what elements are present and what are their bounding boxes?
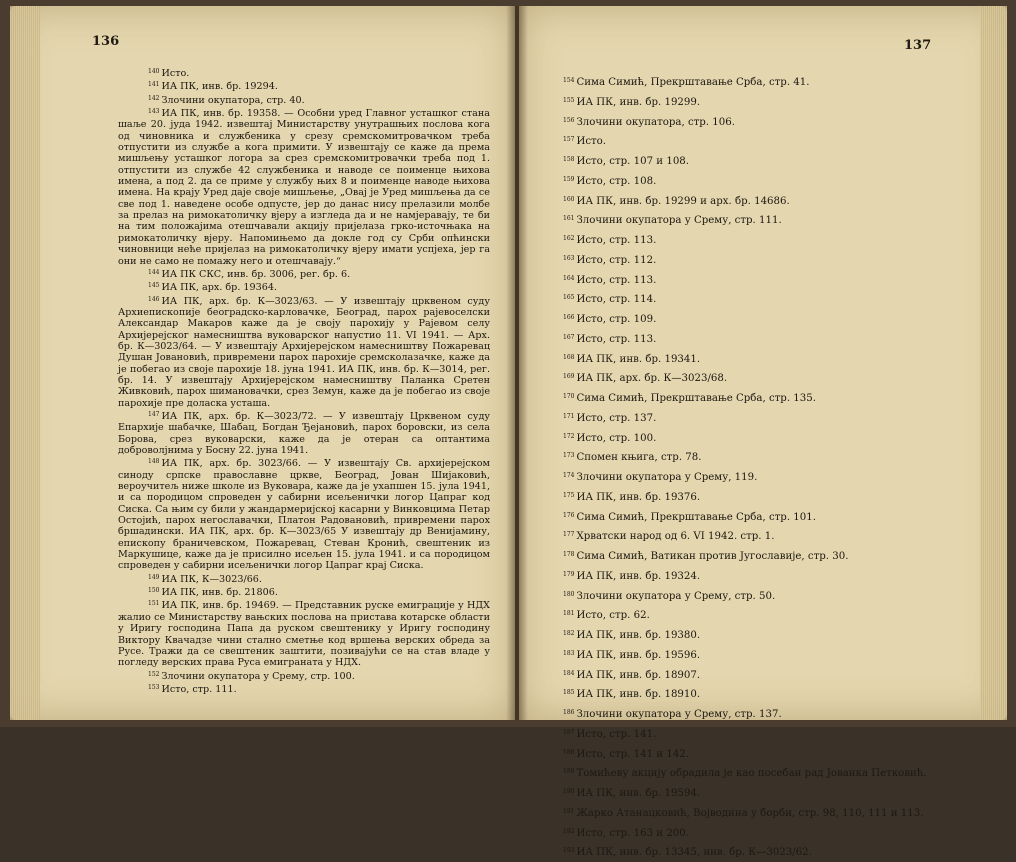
footnote-number: 155 [563,96,575,104]
footnote [563,112,993,132]
footnote [563,368,993,388]
footnote-number: 187 [563,728,575,736]
footnote-text: Исто, стр. 163 и 200. [576,827,690,839]
footnote-number: 153 [148,683,160,691]
footnote-number: 171 [563,412,575,420]
footnote-number: 151 [148,600,160,608]
footnote [118,280,490,293]
footnote [563,349,993,369]
footnote [118,93,490,106]
footnote [563,625,993,645]
footnote-text: Злочини окупатора у Срему, стр. 50. [576,590,776,602]
footnote [563,684,993,704]
right-page-edges [980,6,1007,720]
footnote-number: 193 [563,847,575,855]
footnote-number: 179 [563,570,575,578]
footnote-text: Исто, стр. 113. [576,274,657,286]
footnote-text: ИА ПК, арх. бр. К—3023/63. — У извештају црквеном суду Архиепископије београдско-карловачке, Београд, парох рајевоселски Александар Макаров каже да је своју парохију у Рајевом селу Архијерејског намесништва вуковарског напустио 11. VI 1941. — Арх. бр. К—3023/64. — У извештају Архијерејском намесништву Пожаревац Душан Јовановић, привремени парох парохије сремсколазачке, каже да је побегао из своје парохије 18. јуна 1941. ИА ПК, инв. бр. К—3014, рег. бр. 14. У извештају Архијерејском намесништву Паланка Сретен Живковић, парох шимановачки, срез Земун, каже да је побегао из своје парохије пре доласка усташа. [118,295,490,409]
footnote-text: Злочини окупатора у Срему, стр. 111. [576,215,782,227]
footnote-text: Исто, стр. 109. [576,314,657,325]
footnote [563,823,993,843]
footnote-text: ИА ПК, арх. бр. К—3023/72. — У извештају Црквеном суду Епархије шабачке, Шабац, Богдан Ђејановић, парох боровски, из села Борова, срез вуковарски, каже да је отеран са оптантима доброволјнима у Босну 22. јуна 1941. [118,410,490,456]
footnote-text: ИА ПК, инв. бр. 18910. [576,689,701,701]
footnote [563,704,993,724]
footnote [563,526,993,546]
footnote [118,79,490,92]
footnote [118,409,490,456]
right-page [519,6,1007,859]
footnote [118,106,490,267]
footnote-text: ИА ПК, К—3023/66. [161,573,262,585]
footnote-number: 160 [563,195,575,203]
footnote-text: ИА ПК, инв. бр. 19294. [161,81,278,93]
footnote-number: 175 [563,491,575,499]
footnote-number: 140 [148,68,160,75]
footnote-number: 186 [563,709,575,716]
footnote [563,210,993,230]
footnote-number: 167 [563,333,575,341]
footnote [118,572,490,585]
footnote-number: 181 [563,610,575,618]
footnote-text: Злочини окупатора, стр. 106. [576,116,735,128]
footnote [118,66,490,79]
footnote [118,267,490,280]
footnote [563,645,993,665]
footnote-number: 172 [563,432,575,440]
footnote [563,309,993,329]
footnote-text: ИА ПК, инв. бр. 19596. [576,649,701,661]
footnote-number: 150 [148,587,160,595]
footnote-number: 165 [563,294,575,302]
footnote-text: ИА ПК, инв. бр. 19299. [576,96,701,108]
footnote-number: 154 [563,77,575,84]
footnote [563,329,993,349]
footnote-text: Исто, стр. 137. [576,412,657,424]
footnote [563,842,993,862]
footnote [563,744,993,764]
footnote [563,467,993,487]
footnote [563,388,993,408]
footnote-text: ИА ПК, инв. бр. 18907. [576,669,701,681]
footnote [563,763,993,783]
footnote-number: 177 [563,531,575,539]
footnote-text: Хрватски народ од 6. VI 1942. стр. 1. [576,531,775,543]
footnote-text: ИА ПК, арх. бр. К—3023/68. [576,373,728,385]
footnote [563,289,993,309]
footnote-text: Исто, стр. 141. [576,728,657,740]
footnote [563,487,993,507]
footnote-number: 161 [563,215,575,223]
footnote [563,171,993,191]
footnote [563,92,993,112]
footnote-number: 169 [563,373,575,381]
footnote-number: 149 [148,573,160,581]
footnote [563,250,993,270]
footnote [563,428,993,448]
footnote-number: 178 [563,551,575,558]
footnote-number: 141 [148,81,160,89]
footnote-number: 180 [563,590,575,598]
footnote [563,566,993,586]
book-gutter [506,6,528,720]
footnote [563,447,993,467]
footnote-text: Исто, стр. 100. [576,432,657,444]
footnote-number: 156 [563,116,575,124]
footnote-number: 170 [563,393,575,400]
footnote-text: Исто, стр. 113. [576,235,657,246]
footnote-text: Спомен књига, стр. 78. [576,452,702,464]
left-footnotes [118,66,490,695]
footnote-number: 173 [563,452,575,460]
footnote-number: 189 [563,768,575,776]
footnote-number: 174 [563,472,575,479]
left-page-number: 136 [92,34,120,49]
footnote-number: 146 [148,295,160,303]
footnote-text: Исто, стр. 107 и 108. [576,156,690,167]
footnote-number: 142 [148,94,160,102]
footnote [563,507,993,527]
footnote-text: ИА ПК, инв. бр. 19380. [576,630,701,641]
footnote-text: ИА ПК, инв. бр. 19341. [576,353,701,365]
footnote-text: Исто, стр. 62. [576,610,650,622]
footnote-number: 163 [563,254,575,262]
footnote [563,408,993,428]
footnote-text: Сима Симић, Прекрштавање Срба, стр. 101. [576,511,816,523]
footnote-text: Жарко Атанацковић, Војводина у борби, стр. 98, 110, 111 и 113. [576,807,924,819]
footnote-text: ИА ПК, арх. бр. 3023/66. — У извештају Св. архијерејском синоду српске православне цркве, Београд, Јован Шијаковић, вероучитељ ниже школе из Вуковара, каже да је ухапшен 15. јула 1941, и са породицом спроведен у сабирни исељенички логор Цапраг код Сиска. Са њим су били у жандармеријској касарни у Винковцима Петар Остојић, парох негославачки, Платон Радовановић, привремени парох бршадински. ИА ПК, арх. бр. К—3023/65 У извештају др Венијамину, епископу браничевском, Пожаревац, Стеван Кронић, свештеник из Маркушице, каже да је присилно исељен 15. јула 1941. и са породицом спроведен у сабирни исељенички логор Цапраг крај Сиска. [118,458,490,572]
footnote-number: 159 [563,175,575,183]
footnote [563,724,993,744]
footnote-text: Сима Симић, Прекрштавање Срба, стр. 135. [576,393,816,404]
footnote-text: Томићеву акцију обрадила је као посебан рад Јованка Петковић. [576,768,927,780]
footnote-number: 166 [563,314,575,321]
footnote-number: 184 [563,669,575,677]
footnote [563,230,993,250]
footnote-text: Злочини окупатора у Срему, стр. 100. [161,670,355,682]
right-footnotes [563,72,993,862]
footnote-number: 176 [563,511,575,519]
footnote [118,456,490,571]
footnote-number: 157 [563,136,575,144]
footnote-text: ИА ПК, инв. бр. 19324. [576,570,701,582]
footnote-number: 144 [148,268,160,276]
footnote [563,191,993,211]
footnote-text: ИА ПК, инв. бр. 19469. — Представник руске емиграције у НДХ жалио се Министарству вањских послова на пристава котарске области у Иригу господина Папа да руском свештенику у Иригу господину Виктору Квачадзе чини стално сметње код вршења верских обреда за Русе. Тражи да се свештеник заштити, позивајући се на став владе у погледу верских права Руса емиграната у НДХ. [118,600,490,669]
footnote [563,270,993,290]
footnote-text: ИА ПК, инв. бр. 21806. [161,587,278,599]
right-page-number: 137 [904,38,932,53]
footnote-text: Исто, стр. 108. [576,175,657,187]
footnote-number: 191 [563,807,575,815]
footnote-number: 168 [563,353,575,361]
footnote-number: 190 [563,788,575,795]
footnote [563,586,993,606]
footnote-text: Сима Симић, Прекрштавање Срба, стр. 41. [576,77,810,88]
footnote [563,72,993,92]
footnote [118,682,490,695]
footnote-text: ИА ПК, инв. бр. 19358. — Особни уред Главног усташког стана шаље 20. јуда 1942. извештај Министарству унутрашњих послова кога од чиновника и службеника у срезу сремскомитровачком треба отпустити из службе а кога примити. У извештају се каже да према мишљењу усташког логора за срез сремскомитровачки треба под 1. отпустити из службе 42 службеника и наводе се поименце њихова имена, а под 2. да се приме у службу њих 8 и поименце наводе њихова имена. На крају Уред даје своје мишљење, „Овај је Уред мишљења да се све под 1. наведене особе одпусте, јер до данас нису прелазили молбе за прелаз на римокатоличку вјеру а изгледа да и не намјеравају, те би на тим положајима отешчавали акцију пријелаза грко-источњака на римокатоличку вјеру. Напомињемо да докле год су Срби опћински чиновници неће пријелаз на римокатоличку вјеру имати успјеха, јер га они не само не помажу него и отешчавају.“ [118,108,490,267]
footnote [118,598,490,668]
footnote [563,546,993,566]
footnote-number: 152 [148,670,160,678]
footnote [563,131,993,151]
footnote-number: 162 [563,235,575,242]
footnote-number: 145 [148,282,160,290]
footnote-number: 158 [563,156,575,163]
footnote [563,803,993,823]
footnote-text: Исто, стр. 113. [576,333,657,345]
footnote-text: Сима Симић, Ватикан против Југославије, стр. 30. [576,551,849,562]
footnote-number: 164 [563,274,575,282]
footnote-text: ИА ПК, инв. бр. 19594. [576,788,701,799]
footnote-text: ИА ПК, инв. бр. 13345, инв. бр. К—3023/62. [576,847,812,859]
footnote-number: 147 [148,410,160,418]
footnote-text: ИА ПК СКС, инв. бр. 3006, рег. бр. 6. [161,268,351,280]
footnote [563,665,993,685]
footnote-text: Исто, стр. 141 и 142. [576,748,690,760]
footnote-text: Злочини окупатора, стр. 40. [161,94,305,106]
footnote-number: 188 [563,748,575,756]
footnote-number: 185 [563,689,575,697]
footnote-text: ИА ПК, инв. бр. 19376. [576,491,701,503]
footnote-text: Злочини окупатора у Срему, стр. 137. [576,709,782,720]
footnote-text: ИА ПК, арх. бр. 19364. [161,282,277,294]
footnote-text: Исто, стр. 111. [161,683,237,695]
footnote-number: 148 [148,458,160,466]
footnote-text: Исто. [576,136,607,148]
footnote [118,294,490,409]
footnote [118,669,490,682]
footnote-number: 182 [563,630,575,637]
footnote [563,151,993,171]
left-page [10,6,515,720]
footnote [118,585,490,598]
footnote-text: Исто, стр. 114. [576,294,657,306]
footnote-text: ИА ПК, инв. бр. 19299 и арх. бр. 14686. [576,195,790,207]
footnote [563,783,993,803]
left-page-edges [10,6,40,720]
footnote-number: 143 [148,108,160,116]
footnote-number: 192 [563,827,575,835]
footnote-text: Злочини окупатора у Срему, 119. [576,472,758,483]
footnote [563,605,993,625]
footnote-text: Исто, стр. 112. [576,254,657,266]
footnote-number: 183 [563,649,575,657]
footnote-text: Исто. [161,68,190,79]
